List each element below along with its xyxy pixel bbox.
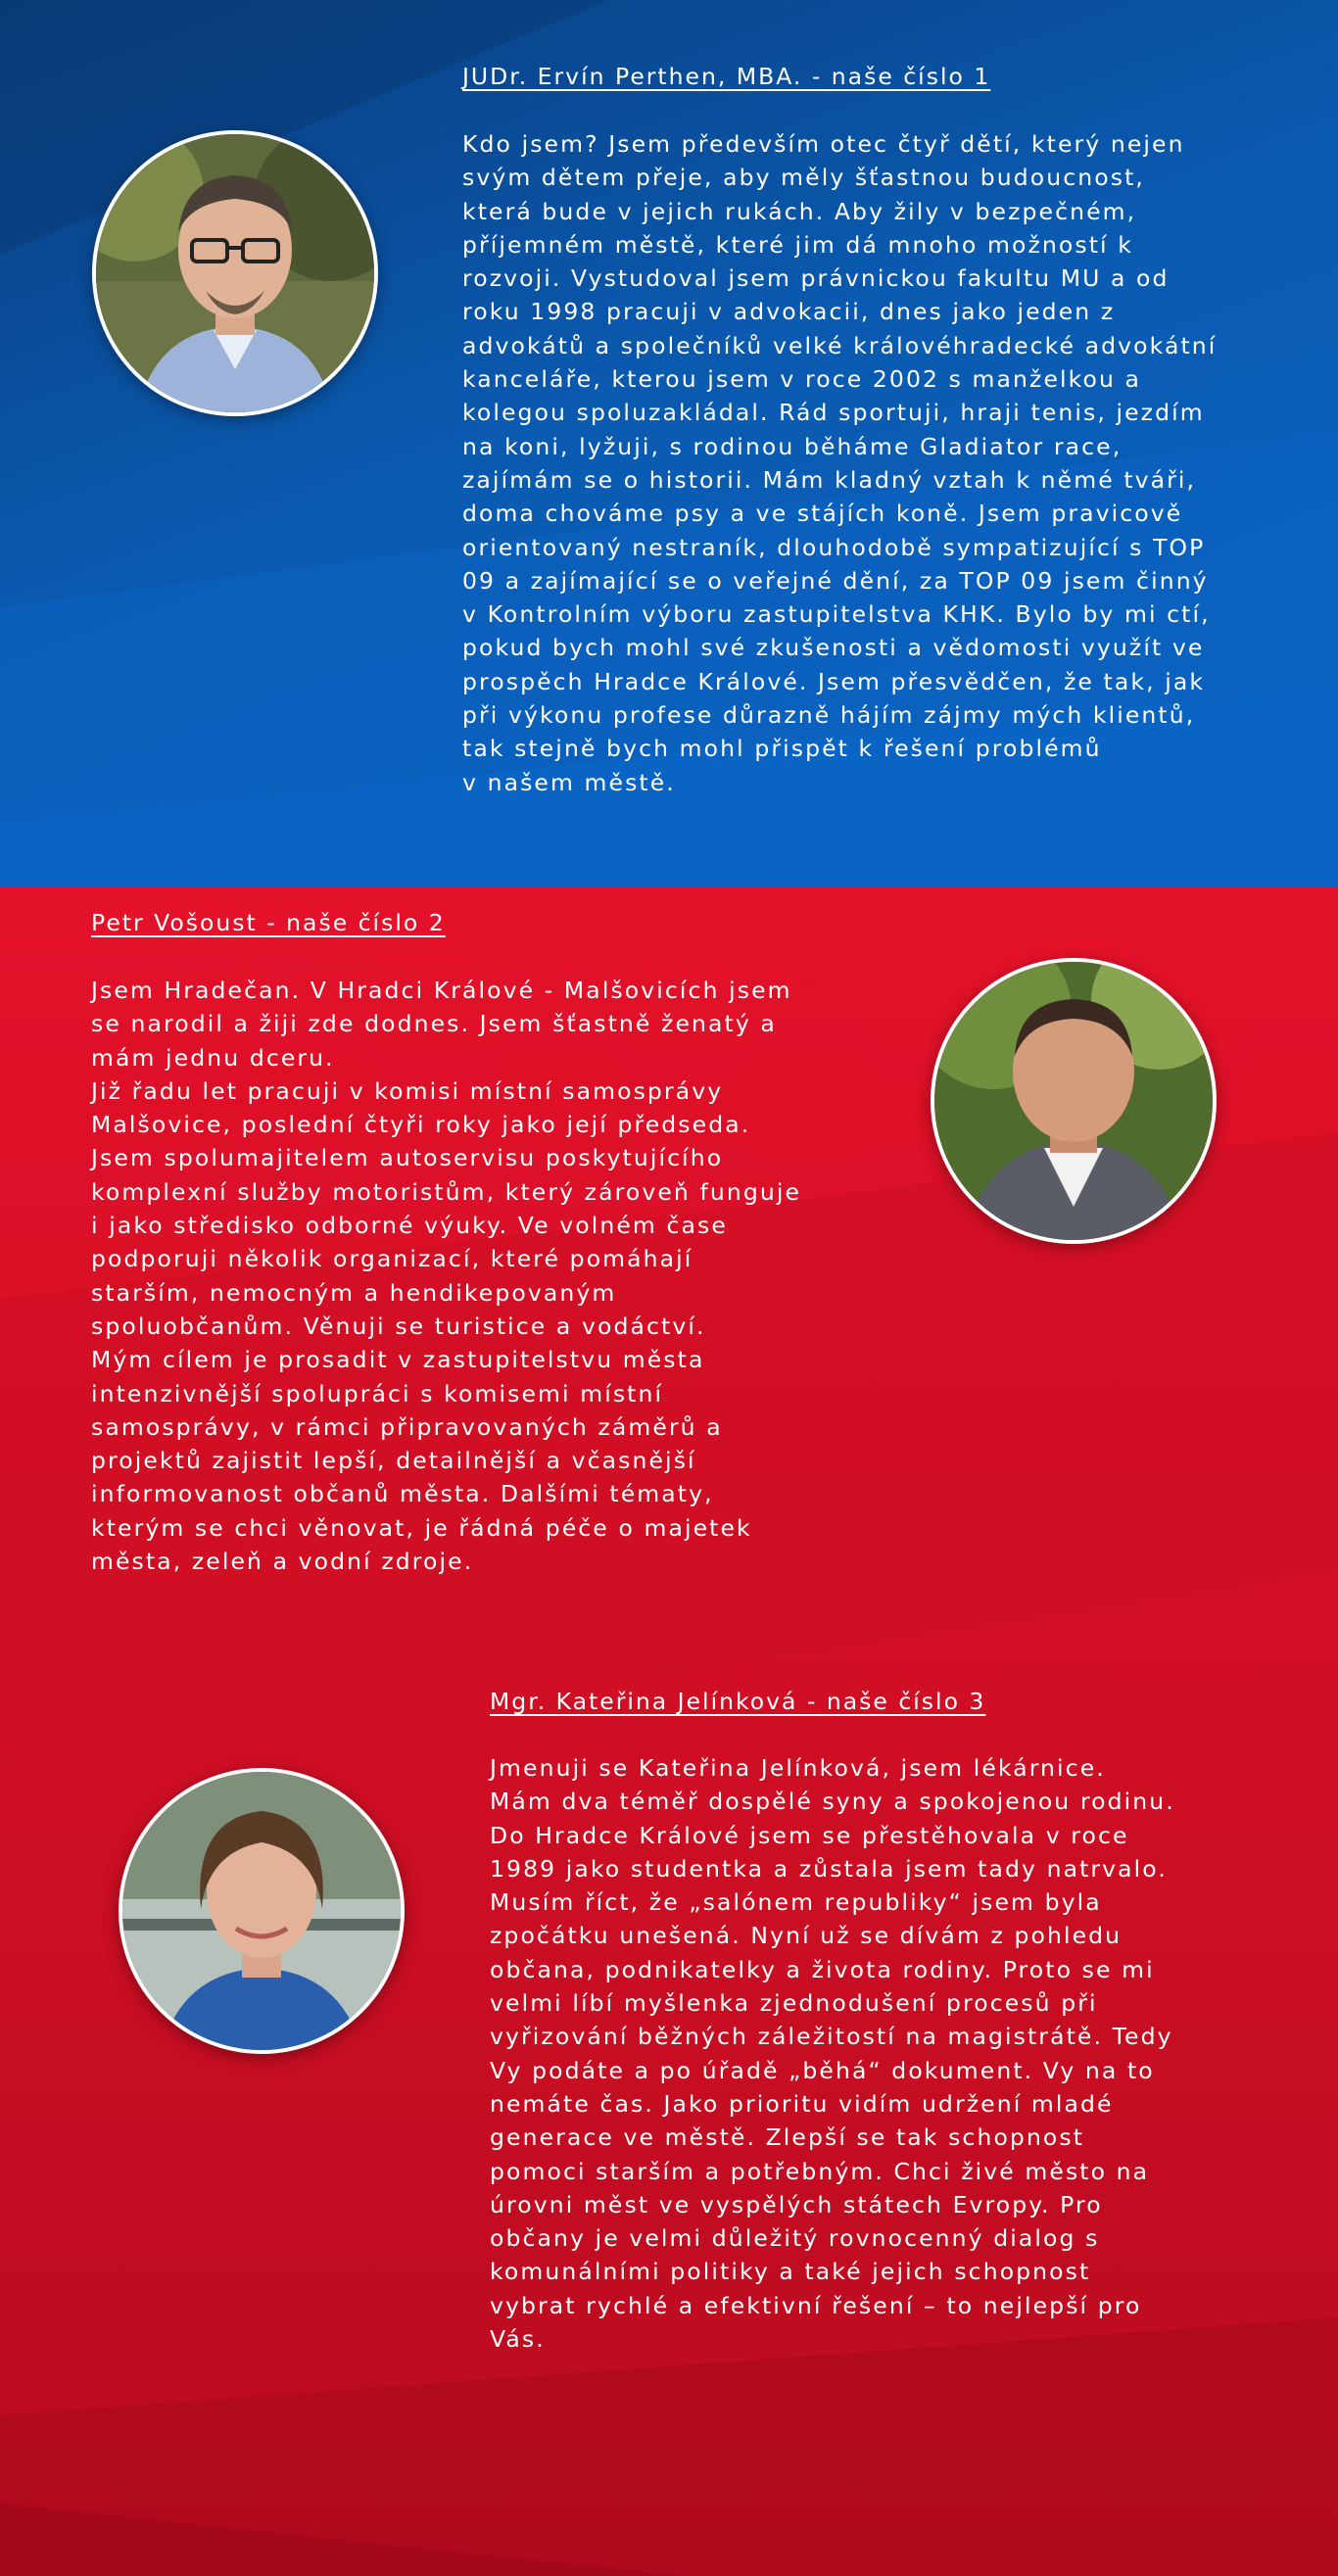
- candidate-bio: Jsem Hradečan. V Hradci Králové - Malšovicích jsem se narodil a žiji zde dodnes. Jsem šťastně ženatý a mám jednu dceru. Již řadu let pracuji v komisi místní samosprávy Malšovice, poslední čtyři roky jako její předseda. Jsem spolumajitelem autoservisu poskytujícího komplexní služby motoristům, který zároveň funguje i jako středisko odborné výuky. Ve volném čase podporuji několik organizací, které pomáhají starším, nemocným a hendikepovaným spoluobčanům. Věnuji se turistice a vodáctví. Mým cílem je prosadit v zastupitelstvu města intenzivnější spolupráci s komisemi místní samosprávy, v rámci připravovaných záměrů a projektů zajistit lepší, detailnější a včasnější informovanost občanů města. Dalšími tématy, kterým se chci věnovat, je řádná péče o majetek města, zeleň a vodní zdroje.: [91, 977, 802, 1576]
- candidate-name: Mgr. Kateřina Jelínková - naše číslo 3: [490, 1688, 986, 1715]
- candidate-photo: [931, 958, 1217, 1244]
- candidate-name: Petr Vošoust - naše číslo 2: [91, 909, 446, 936]
- candidate-bio: Jmenuji se Kateřina Jelínková, jsem lékárnice. Mám dva téměř dospělé syny a spokojenou rodinu. Do Hradce Králové jsem se přestěhovala v roce 1989 jako studentka a zůstala jsem tady natrvalo. Musím říct, že „salónem republiky“ jsem byla zpočátku unešená. Nyní už se dívám z pohledu občana, podnikatelky a života rodiny. Proto se mi velmi líbí myšlenka zjednodušení procesů při vyřizování běžných záležitostí na magistrátě. Tedy Vy podáte a po úřadě „běhá“ dokument. Vy na to nemáte čas. Jako prioritu vidím udržení mladé generace ve městě. Zlepší se tak schopnost pomoci starším a potřebným. Chci živé město na úrovni měst ve vyspělých státech Evropy. Pro občany je velmi důležitý rovnocenný dialog s komunálními politiky a také jejich schopnost vybrat rychlé a efektivní řešení – to nejlepší pro Vás.: [490, 1754, 1175, 2354]
- candidate-photo: [119, 1768, 405, 2054]
- candidate-name: JUDr. Ervín Perthen, MBA. - naše číslo 1: [462, 63, 991, 90]
- candidate-bio: Kdo jsem? Jsem především otec čtyř dětí, který nejen svým dětem přeje, aby měly šťastnou budoucnost, která bude v jejich rukách. Aby žily v bezpečném, příjemném městě, které jim dá mnoho možností k rozvoji. Vystudoval jsem právnickou fakultu MU a od roku 1998 pracuji v advokacii, dnes jako jeden z advokátů a společníků velké královéhradecké advokátní kanceláře, kterou jsem v roce 2002 s manželkou a kolegou spoluzakládal. Rád sportuji, hraji tenis, jezdím na koni, lyžuji, s rodinou běháme Gladiator race, zajímám se o historii. Mám kladný vztah k němé tváři, doma chováme psy a ve stájích koně. Jsem pravicově orientovaný nestraník, dlouhodobě sympatizující s TOP 09 a zajímající se o veřejné dění, za TOP 09 jsem činný v Kontrolním výboru zastupitelstva KHK. Bylo by mi ctí, pokud bych mohl své zkušenosti a vědomosti využít ve prospěch Hradce Králové. Jsem přesvědčen, že tak, jak při výkonu profese důrazně hájím zájmy mých klientů, tak stejně bych mohl přispět k řešení problémů v našem městě.: [462, 130, 1218, 796]
- candidate-section-2-3: [0, 887, 1338, 2576]
- candidate-section-1: [0, 0, 1338, 887]
- candidate-photo: [92, 130, 378, 416]
